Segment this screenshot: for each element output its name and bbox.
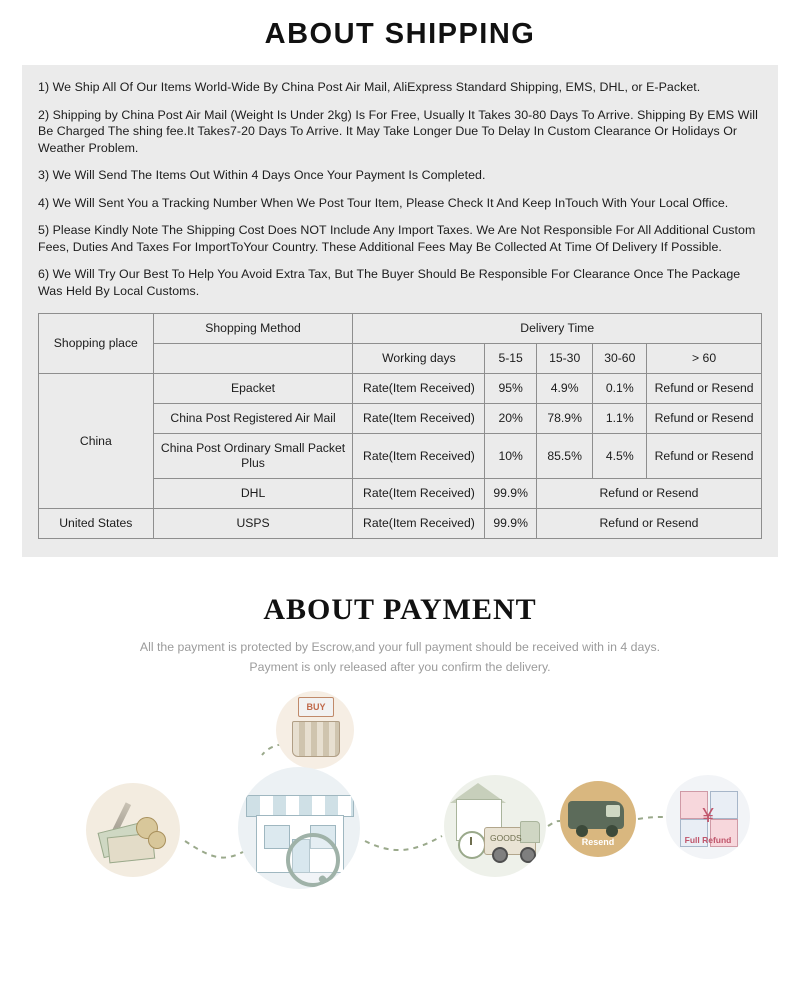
cell-refund-or-resend: Refund or Resend	[536, 509, 761, 539]
coin-icon	[148, 831, 166, 849]
cell-working: Rate(Item Received)	[353, 509, 485, 539]
cell-5-15: 99.9%	[485, 479, 536, 509]
subheader-5-15: 5-15	[485, 344, 536, 374]
subheader-over-60: > 60	[647, 344, 762, 374]
cell-place-china: China	[39, 374, 154, 509]
cell-5-15: 99.9%	[485, 509, 536, 539]
cell-30-60: 1.1%	[593, 404, 647, 434]
cell-15-30: 4.9%	[536, 374, 593, 404]
cell-15-30: 78.9%	[536, 404, 593, 434]
shipping-paragraph-2: 2) Shipping by China Post Air Mail (Weight Is Under 2kg) Is For Free, Usually It Takes 30-80 Days To Arrive. Shipping By EMS Will Be Charged The shing fee.It Takes7-20 Days To Arrive. It May Take Longer Due To Delay In Custom Clearance Or Holidays Or Weather Problem.	[38, 107, 758, 155]
page-title: ABOUT SHIPPING	[264, 18, 536, 50]
header-shopping-method: Shopping Method	[153, 314, 353, 344]
subheader-working-days: Working days	[353, 344, 485, 374]
payment-illustration	[0, 691, 800, 921]
full-refund-label: Full Refund	[684, 835, 732, 845]
cell-refund-or-resend: Refund or Resend	[536, 479, 761, 509]
cell-working: Rate(Item Received)	[353, 404, 485, 434]
cell-5-15: 20%	[485, 404, 536, 434]
shipping-paragraph-6: 6) We Will Try Our Best To Help You Avoid Extra Tax, But The Buyer Should Be Responsible For Clearance Once The Package Was Held By Local Customs.	[38, 267, 741, 298]
cell-over-60: Refund or Resend	[647, 404, 762, 434]
table-row	[39, 374, 762, 404]
cell-working: Rate(Item Received)	[353, 479, 485, 509]
shopping-basket-icon	[292, 721, 340, 757]
cell-30-60: 4.5%	[593, 434, 647, 479]
cell-method: China Post Ordinary Small Packet Plus	[153, 434, 353, 479]
header-shopping-place: Shopping place	[39, 314, 154, 374]
yen-symbol-icon: ¥	[702, 805, 714, 827]
payment-title: ABOUT PAYMENT	[263, 593, 537, 626]
cell-30-60: 0.1%	[593, 374, 647, 404]
header-delivery-time: Delivery Time	[353, 314, 762, 344]
cell-method: DHL	[153, 479, 353, 509]
payment-icon-buy	[276, 691, 354, 769]
cell-method: China Post Registered Air Mail	[153, 404, 353, 434]
payment-icon-money	[86, 783, 180, 877]
cell-place-united-states: United States	[39, 509, 154, 539]
shipping-paragraph-3: 3) We Will Send The Items Out Within 4 Days Once Your Payment Is Completed.	[38, 168, 486, 182]
van-window-icon	[606, 805, 620, 817]
shop-awning-icon	[246, 795, 354, 817]
magnifier-icon	[286, 833, 340, 887]
payment-note-line-1: All the payment is protected by Escrow,and your full payment should be received with in 4 days.	[139, 640, 661, 654]
payment-icon-full-refund	[666, 775, 750, 859]
resend-label: Resend	[581, 837, 615, 847]
cell-working: Rate(Item Received)	[353, 434, 485, 479]
payment-icon-shop	[238, 767, 360, 889]
truck-cab-icon	[520, 821, 540, 843]
payment-note-line-2: Payment is only released after you confirm the delivery.	[249, 660, 551, 674]
shipping-paragraph-5: 5) Please Kindly Note The Shipping Cost Does NOT Include Any Import Taxes. We Are Not Responsible For All Additional Custom Fees, Duties And Taxes For ImportToYour Country. These Additional Fees May Be Collected At Time Of Delivery If Possible.	[38, 223, 756, 254]
subheader-15-30: 15-30	[536, 344, 593, 374]
payment-icon-resend	[560, 781, 636, 857]
table-row	[39, 509, 762, 539]
cell-method: USPS	[153, 509, 353, 539]
cell-5-15: 10%	[485, 434, 536, 479]
wheel-icon	[520, 847, 536, 863]
clock-icon	[458, 831, 486, 859]
wheel-icon	[576, 825, 588, 837]
cell-15-30: 85.5%	[536, 434, 593, 479]
cell-over-60: Refund or Resend	[647, 434, 762, 479]
subheader-method-blank	[153, 344, 353, 374]
shop-window-icon	[264, 825, 290, 849]
shipping-panel	[22, 65, 778, 557]
wheel-icon	[606, 825, 618, 837]
wheel-icon	[492, 847, 508, 863]
cell-working: Rate(Item Received)	[353, 374, 485, 404]
cell-over-60: Refund or Resend	[647, 374, 762, 404]
subheader-30-60: 30-60	[593, 344, 647, 374]
goods-label: GOODS	[490, 833, 522, 843]
shipping-paragraph-1: 1) We Ship All Of Our Items World-Wide By China Post Air Mail, AliExpress Standard Shipping, EMS, DHL, or E-Packet.	[38, 80, 701, 94]
delivery-time-table	[38, 313, 762, 539]
cell-5-15: 95%	[485, 374, 536, 404]
shipping-paragraph-4: 4) We Will Sent You a Tracking Number When We Post Tour Item, Please Check It And Keep InTouch With Your Local Office.	[38, 195, 729, 210]
payment-icon-delivery	[444, 775, 546, 877]
cell-method: Epacket	[153, 374, 353, 404]
table-header-row	[39, 314, 762, 344]
buy-tag-label: BUY	[298, 697, 334, 717]
